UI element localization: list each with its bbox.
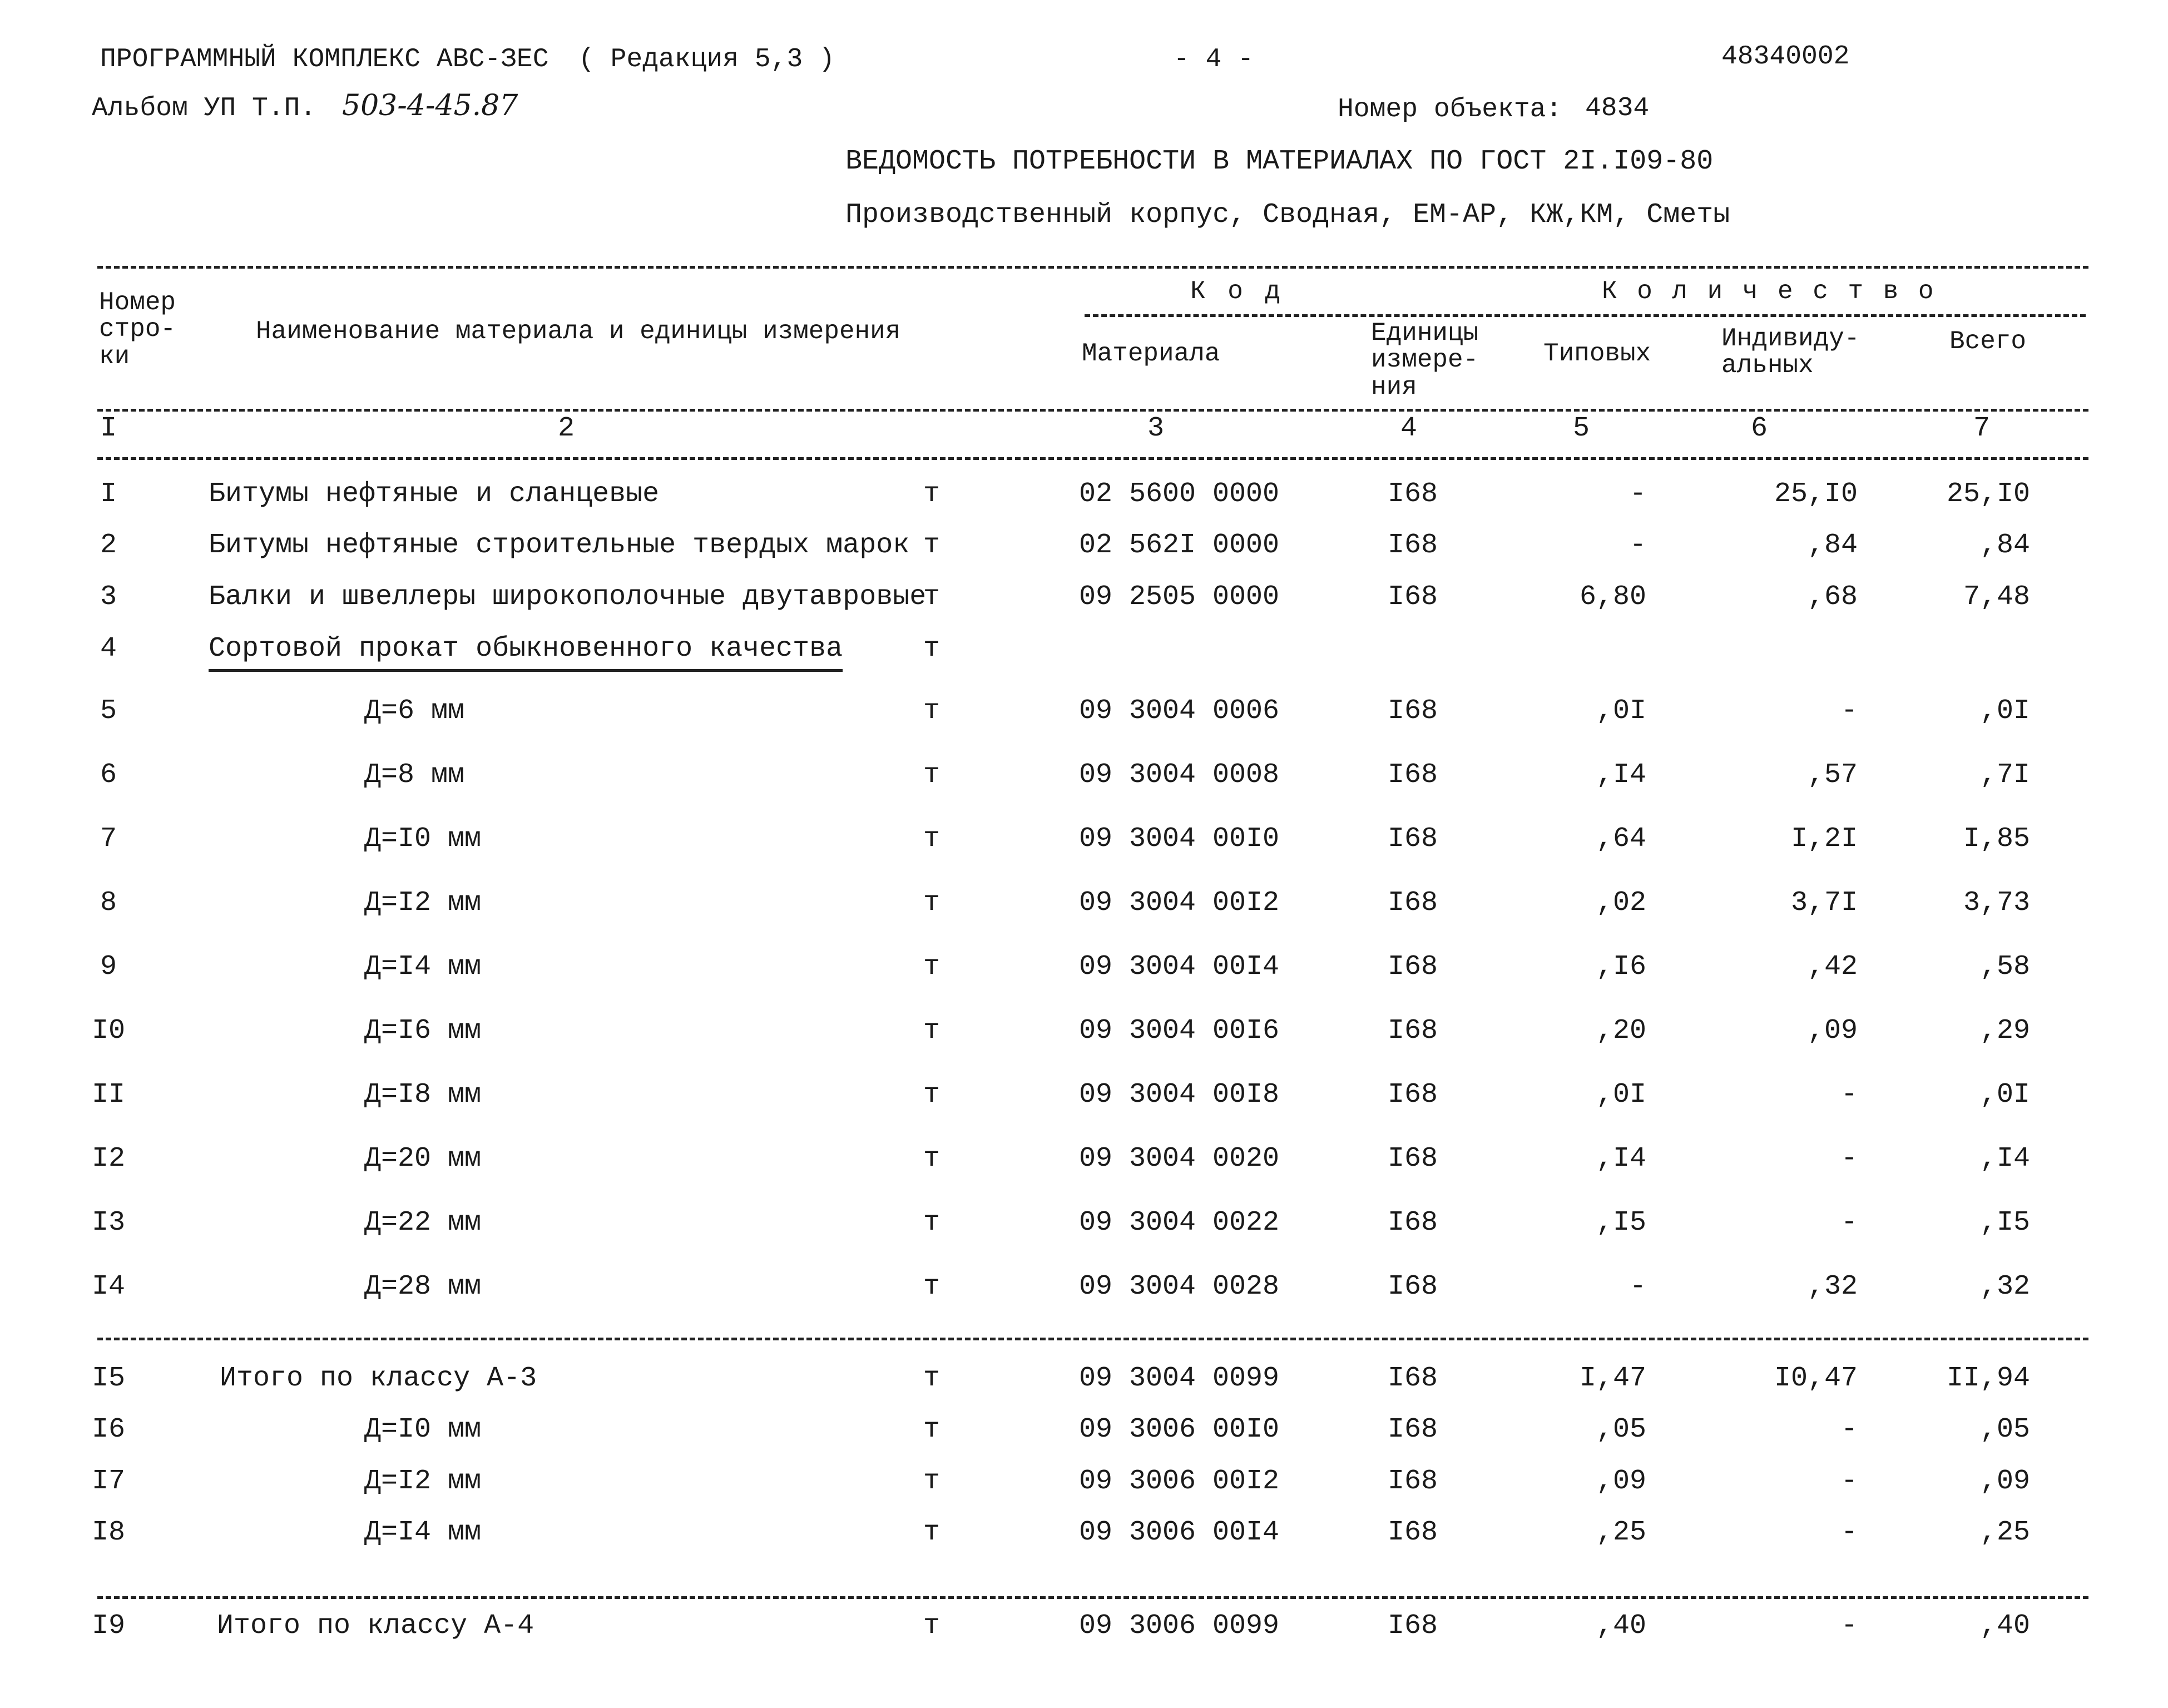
col-total-header: Всего [1949, 327, 2027, 356]
qty-total: ,I4 [1979, 1143, 2030, 1175]
col-quantity-header: К о л и ч е с т в о [1602, 277, 1936, 306]
material-name: Сортовой прокат обыкновенного качества [209, 633, 843, 672]
qty-individual: I,2I [1790, 823, 1858, 855]
unit-code: I68 [1387, 695, 1438, 727]
unit-code: I68 [1387, 1414, 1438, 1445]
unit-abbrev: т [923, 1271, 940, 1303]
qty-typical: - [1629, 1271, 1646, 1303]
row-number: I9 [91, 1610, 125, 1642]
qty-individual: - [1840, 1079, 1858, 1111]
unit-abbrev: т [923, 887, 940, 919]
edition: ( Редакция 5,3 ) [578, 44, 835, 75]
material-name: Д=I0 мм [364, 823, 482, 855]
qty-total: ,0I [1979, 695, 2030, 727]
unit-abbrev: т [923, 1517, 940, 1548]
unit-abbrev: т [923, 633, 940, 665]
material-name: Д=6 мм [364, 695, 465, 727]
unit-code: I68 [1387, 759, 1438, 791]
qty-total: ,05 [1979, 1414, 2030, 1445]
unit-code: I68 [1387, 1015, 1438, 1047]
material-code: 09 3004 00I0 [1079, 823, 1280, 855]
material-code: 09 3004 0008 [1079, 759, 1280, 791]
unit-code: I68 [1387, 887, 1438, 919]
material-name: Д=I4 мм [364, 1517, 482, 1548]
qty-individual: ,68 [1807, 581, 1858, 613]
page-title: ВЕДОМОСТЬ ПОТРЕБНОСТИ В МАТЕРИАЛАХ ПО ГОСТ 2I.I09-80 [845, 146, 1714, 177]
row-number: I0 [91, 1015, 125, 1047]
row-number: 7 [100, 823, 117, 855]
material-code: 09 3006 00I2 [1079, 1466, 1280, 1497]
material-code: 09 3004 00I6 [1079, 1015, 1280, 1047]
material-code: 09 3006 00I4 [1079, 1517, 1280, 1548]
qty-typical: ,20 [1596, 1015, 1646, 1047]
qty-individual: ,57 [1807, 759, 1858, 791]
qty-individual: I0,47 [1774, 1363, 1858, 1394]
qty-total: 25,I0 [1946, 478, 2030, 510]
program-name: ПРОГРАММНЫЙ КОМПЛЕКС АВС-ЗЕС [100, 44, 549, 75]
material-code: 09 2505 0000 [1079, 581, 1280, 613]
material-name: Д=8 мм [364, 759, 465, 791]
material-name: Д=I4 мм [364, 951, 482, 983]
unit-abbrev: т [923, 1079, 940, 1111]
material-code: 09 3004 0020 [1079, 1143, 1280, 1175]
album-label: Альбом УП Т.П. [92, 93, 316, 123]
rule-section-2 [97, 1596, 2088, 1599]
unit-abbrev: т [923, 951, 940, 983]
col-number-6: 6 [1751, 413, 1768, 444]
row-number: 8 [100, 887, 117, 919]
qty-individual: 25,I0 [1774, 478, 1858, 510]
col-number-5: 5 [1573, 413, 1590, 444]
material-code: 09 3006 00I0 [1079, 1414, 1280, 1445]
unit-code: I68 [1387, 478, 1438, 510]
qty-individual: ,84 [1807, 529, 1858, 561]
col-unit-header: Единицы измере- ния [1371, 319, 1479, 402]
qty-typical: ,I5 [1596, 1207, 1646, 1239]
unit-code: I68 [1387, 529, 1438, 561]
rule-header-bottom [97, 409, 2088, 412]
qty-total: ,29 [1979, 1015, 2030, 1047]
qty-typical: 6,80 [1579, 581, 1646, 613]
row-number: 9 [100, 951, 117, 983]
qty-individual: ,09 [1807, 1015, 1858, 1047]
col-code-header: К о д [1190, 277, 1284, 306]
material-code: 09 3006 0099 [1079, 1610, 1280, 1642]
qty-individual: - [1840, 1610, 1858, 1642]
qty-typical: I,47 [1579, 1363, 1646, 1394]
qty-typical: ,02 [1596, 887, 1646, 919]
qty-typical: ,I4 [1596, 1143, 1646, 1175]
unit-abbrev: т [923, 1143, 940, 1175]
qty-individual: - [1840, 1414, 1858, 1445]
qty-typical: ,05 [1596, 1414, 1646, 1445]
qty-total: II,94 [1946, 1363, 2030, 1394]
qty-individual: ,42 [1807, 951, 1858, 983]
unit-abbrev: т [923, 1466, 940, 1497]
unit-abbrev: т [923, 823, 940, 855]
qty-individual: - [1840, 1207, 1858, 1239]
page-subtitle: Производственный корпус, Сводная, ЕМ-АР, КЖ,КМ, Сметы [845, 199, 1730, 231]
qty-total: ,09 [1979, 1466, 2030, 1497]
unit-code: I68 [1387, 1079, 1438, 1111]
material-name: Битумы нефтяные строительные твердых марок [209, 529, 910, 561]
qty-typical: ,I6 [1596, 951, 1646, 983]
col-row-number-header: Номер стро- ки [99, 288, 176, 371]
material-name: Д=I2 мм [364, 1466, 482, 1497]
qty-typical: ,0I [1596, 695, 1646, 727]
row-number: 3 [100, 581, 117, 613]
row-number: 6 [100, 759, 117, 791]
unit-code: I68 [1387, 1207, 1438, 1239]
qty-typical: - [1629, 529, 1646, 561]
unit-code: I68 [1387, 1363, 1438, 1394]
qty-typical: - [1629, 478, 1646, 510]
col-number-2: 2 [558, 413, 575, 444]
material-name: Д=20 мм [364, 1143, 482, 1175]
unit-abbrev: т [923, 1207, 940, 1239]
unit-code: I68 [1387, 581, 1438, 613]
unit-code: I68 [1387, 1143, 1438, 1175]
row-number: 5 [100, 695, 117, 727]
qty-typical: ,I4 [1596, 759, 1646, 791]
unit-code: I68 [1387, 1517, 1438, 1548]
material-name: Д=I8 мм [364, 1079, 482, 1111]
material-code: 09 3004 00I8 [1079, 1079, 1280, 1111]
unit-code: I68 [1387, 823, 1438, 855]
unit-code: I68 [1387, 951, 1438, 983]
row-number: 2 [100, 529, 117, 561]
qty-typical: ,40 [1596, 1610, 1646, 1642]
qty-total: 7,48 [1963, 581, 2030, 613]
qty-individual: 3,7I [1790, 887, 1858, 919]
rule-numbers-bottom [97, 457, 2088, 460]
row-number: I2 [91, 1143, 125, 1175]
material-name: Битумы нефтяные и сланцевые [209, 478, 660, 510]
unit-code: I68 [1387, 1610, 1438, 1642]
qty-total: I,85 [1963, 823, 2030, 855]
unit-abbrev: т [923, 529, 940, 561]
unit-abbrev: т [923, 581, 940, 613]
material-code: 09 3004 00I2 [1079, 887, 1280, 919]
qty-total: ,84 [1979, 529, 2030, 561]
col-number-4: 4 [1400, 413, 1418, 444]
rule-subheader [1085, 314, 2086, 317]
qty-individual: - [1840, 1517, 1858, 1548]
material-code: 09 3004 0028 [1079, 1271, 1280, 1303]
unit-abbrev: т [923, 1610, 940, 1642]
unit-abbrev: т [923, 1414, 940, 1445]
col-typical-header: Типовых [1543, 339, 1651, 368]
col-number-3: 3 [1147, 413, 1165, 444]
rule-top [97, 266, 2088, 269]
qty-total: 3,73 [1963, 887, 2030, 919]
qty-individual: - [1840, 1466, 1858, 1497]
material-name: Д=28 мм [364, 1271, 482, 1303]
row-number: I8 [91, 1517, 125, 1548]
col-number-7: 7 [1973, 413, 1991, 444]
qty-total: ,7I [1979, 759, 2030, 791]
row-number: I3 [91, 1207, 125, 1239]
rule-section-1 [97, 1338, 2088, 1340]
qty-total: ,32 [1979, 1271, 2030, 1303]
document-number: 48340002 [1721, 42, 1850, 72]
row-number: I7 [91, 1466, 125, 1497]
qty-typical: ,0I [1596, 1079, 1646, 1111]
project-code: 503-4-45.87 [342, 89, 518, 122]
material-code: 09 3004 0099 [1079, 1363, 1280, 1394]
qty-total: ,0I [1979, 1079, 2030, 1111]
row-number: I6 [91, 1414, 125, 1445]
qty-typical: ,25 [1596, 1517, 1646, 1548]
row-number: 4 [100, 633, 117, 665]
qty-total: ,40 [1979, 1610, 2030, 1642]
qty-individual: ,32 [1807, 1271, 1858, 1303]
unit-abbrev: т [923, 695, 940, 727]
row-number: II [91, 1079, 125, 1111]
material-name: Балки и швеллеры широкополочные двутавровые [209, 581, 927, 613]
material-code: 09 3004 0006 [1079, 695, 1280, 727]
material-code: 02 562I 0000 [1079, 529, 1280, 561]
row-number: I4 [91, 1271, 125, 1303]
unit-code: I68 [1387, 1466, 1438, 1497]
unit-abbrev: т [923, 759, 940, 791]
object-number: 4834 [1585, 93, 1650, 123]
qty-typical: ,09 [1596, 1466, 1646, 1497]
material-name: Д=22 мм [364, 1207, 482, 1239]
row-number: I5 [91, 1363, 125, 1394]
material-name: Д=I0 мм [364, 1414, 482, 1445]
material-name: Итого по классу А-4 [217, 1610, 534, 1642]
qty-typical: ,64 [1596, 823, 1646, 855]
qty-total: ,58 [1979, 951, 2030, 983]
material-code: 02 5600 0000 [1079, 478, 1280, 510]
col-name-header: Наименование материала и единицы измерения [256, 317, 901, 346]
row-number: I [100, 478, 117, 510]
qty-total: ,25 [1979, 1517, 2030, 1548]
col-individual-header: Индивиду- альных [1721, 324, 1860, 380]
material-name: Д=I6 мм [364, 1015, 482, 1047]
col-number-1: I [100, 413, 117, 444]
material-code: 09 3004 0022 [1079, 1207, 1280, 1239]
unit-abbrev: т [923, 478, 940, 510]
material-code: 09 3004 00I4 [1079, 951, 1280, 983]
unit-abbrev: т [923, 1363, 940, 1394]
object-label: Номер объекта: [1338, 95, 1562, 125]
material-name: Д=I2 мм [364, 887, 482, 919]
unit-abbrev: т [923, 1015, 940, 1047]
qty-individual: - [1840, 1143, 1858, 1175]
col-material-header: Материала [1082, 339, 1220, 368]
qty-individual: - [1840, 695, 1858, 727]
page-number: - 4 - [1174, 44, 1254, 75]
unit-code: I68 [1387, 1271, 1438, 1303]
qty-total: ,I5 [1979, 1207, 2030, 1239]
material-name: Итого по классу А-3 [220, 1363, 537, 1394]
